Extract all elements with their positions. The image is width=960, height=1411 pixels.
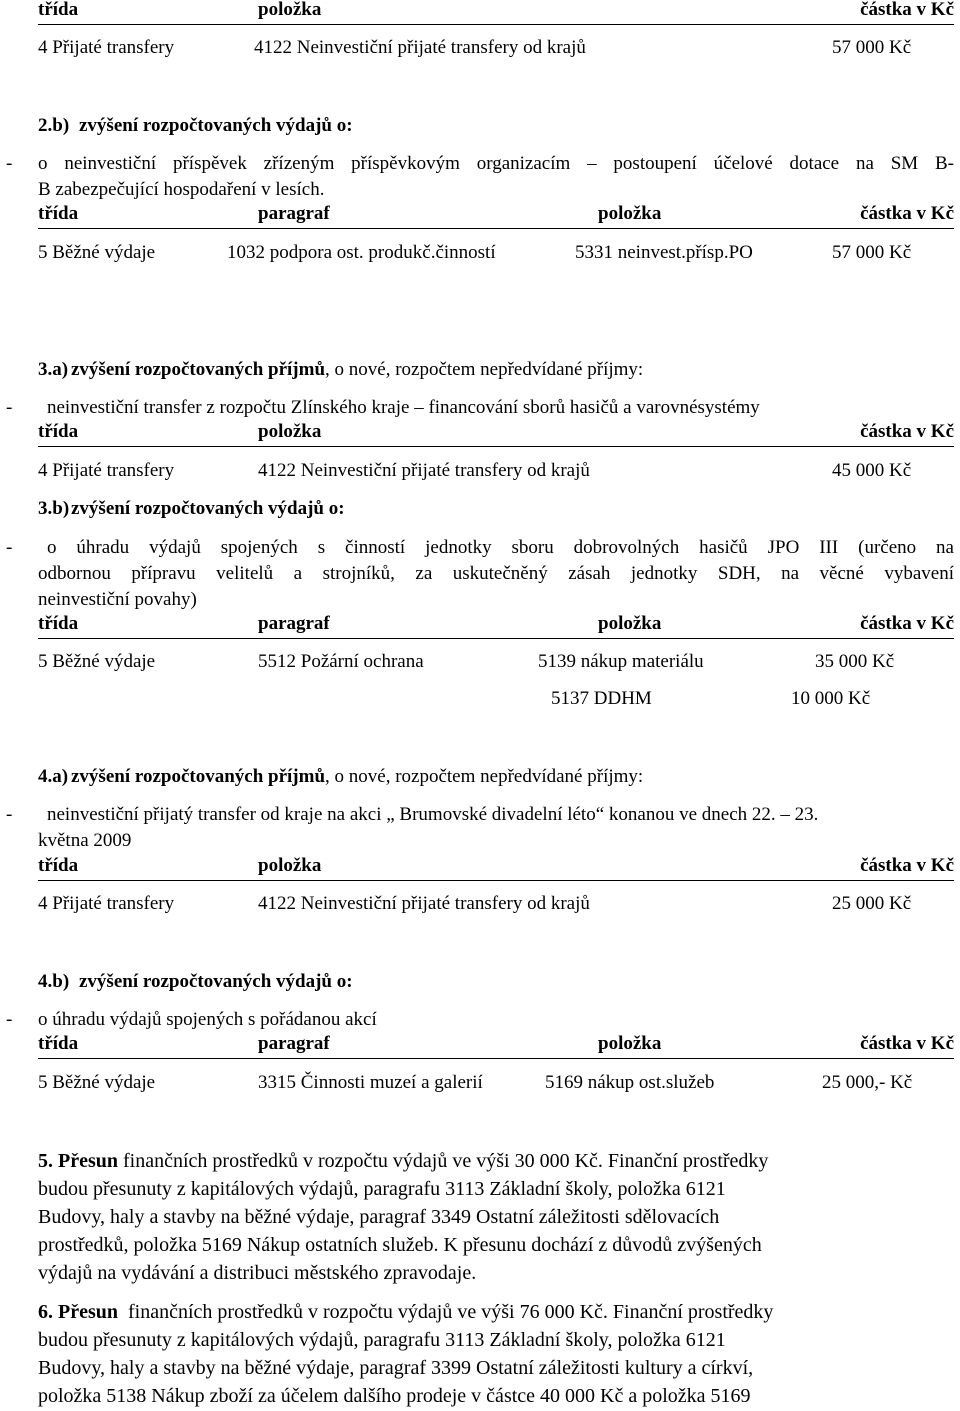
bullet-dash: - bbox=[6, 1009, 13, 1030]
bullet-text: o neinvestiční příspěvek zřízeným příspěvkovým organizacím – postoupení účelové dotace na SM B- bbox=[38, 153, 954, 174]
header-trida: třída bbox=[38, 203, 79, 224]
table-header bbox=[38, 422, 954, 447]
paragraph-line: budou přesunuty z kapitálových výdajů, paragrafu 3113 Základní školy, položka 6121 bbox=[38, 1178, 726, 1200]
paragraph-line: Budovy, haly a stavby na běžné výdaje, paragraf 3349 Ostatní záležitosti sdělovacích bbox=[38, 1206, 720, 1228]
header-castka: částka v Kč bbox=[860, 613, 954, 634]
header-paragraf: paragraf bbox=[258, 1033, 330, 1054]
cell-castka: 57 000 Kč bbox=[832, 37, 912, 58]
section-number: 4.a) bbox=[38, 766, 69, 787]
cell-polozka: 5169 nákup ost.služeb bbox=[545, 1072, 715, 1093]
bullet-text: neinvestiční transfer z rozpočtu Zlínského kraje – financování sborů hasičů a varovnésystémy bbox=[47, 397, 760, 418]
table-header bbox=[38, 204, 954, 229]
cell-castka: 25 000,- Kč bbox=[822, 1072, 913, 1093]
header-polozka: položka bbox=[258, 0, 322, 20]
bullet-dash: - bbox=[6, 153, 13, 174]
bullet-dash: - bbox=[6, 397, 13, 418]
paragraph-number: 6. bbox=[38, 1301, 53, 1323]
section-number: 2.b) bbox=[38, 115, 70, 136]
cell-trida: 4 Přijaté transfery bbox=[38, 37, 175, 58]
header-polozka: položka bbox=[598, 613, 662, 634]
cell-castka: 45 000 Kč bbox=[832, 460, 912, 481]
section-number: 3.b) bbox=[38, 498, 70, 519]
section-number: 3.a) bbox=[38, 359, 69, 380]
header-polozka: položka bbox=[258, 421, 322, 442]
cell-trida: 5 Běžné výdaje bbox=[38, 242, 156, 263]
header-polozka: položka bbox=[598, 203, 662, 224]
section-title-rest: , o nové, rozpočtem nepředvídané příjmy: bbox=[325, 766, 644, 787]
cell-castka: 57 000 Kč bbox=[832, 242, 912, 263]
paragraph-number: 5. bbox=[38, 1150, 53, 1172]
cell-polozka: 4122 Neinvestiční přijaté transfery od krajů bbox=[258, 893, 590, 914]
bullet-text: o úhradu výdajů spojených s pořádanou akcí bbox=[38, 1009, 377, 1030]
header-paragraf: paragraf bbox=[258, 203, 330, 224]
header-trida: třída bbox=[38, 0, 79, 20]
cell-paragraf: 3315 Činnosti muzeí a galerií bbox=[258, 1072, 483, 1093]
section-title: zvýšení rozpočtovaných výdajů o: bbox=[71, 498, 345, 519]
section-title-bold: zvýšení rozpočtovaných příjmů bbox=[71, 359, 326, 380]
header-polozka: položka bbox=[598, 1033, 662, 1054]
cell-trida: 5 Běžné výdaje bbox=[38, 651, 156, 672]
bullet-text: odbornou přípravu velitelů a strojníků, za uskutečněný zásah jednotky SDH, na věcné vybavení bbox=[38, 563, 954, 584]
section-title-bold: zvýšení rozpočtovaných příjmů bbox=[71, 766, 326, 787]
bullet-dash: - bbox=[6, 804, 13, 825]
paragraph-line: budou přesunuty z kapitálových výdajů, paragrafu 3113 Základní školy, položka 6121 bbox=[38, 1329, 726, 1351]
header-trida: třída bbox=[38, 421, 79, 442]
cell-polozka: 4122 Neinvestiční přijaté transfery od krajů bbox=[258, 460, 590, 481]
paragraph-line: 6. Přesun finančních prostředků v rozpočtu výdajů ve výši 76 000 Kč. Finanční prostředky bbox=[38, 1301, 774, 1323]
section-title bbox=[71, 767, 643, 786]
paragraph-line: prostředků, položka 5169 Nákup ostatních služeb. K přesunu dochází z důvodů zvýšených bbox=[38, 1234, 762, 1256]
cell-castka: 25 000 Kč bbox=[832, 893, 912, 914]
bullet-text: neinvestiční přijatý transfer od kraje na akci „ Brumovské divadelní léto“ konanou ve dnech 22. – 23. bbox=[47, 804, 819, 825]
table-header bbox=[38, 1034, 954, 1059]
cell-polozka: 4122 Neinvestiční přijaté transfery od krajů bbox=[254, 37, 586, 58]
cell-paragraf: 5512 Požární ochrana bbox=[258, 651, 424, 672]
bullet-dash: - bbox=[6, 537, 13, 558]
cell-castka: 35 000 Kč bbox=[815, 651, 895, 672]
section-title: zvýšení rozpočtovaných výdajů o: bbox=[79, 971, 353, 992]
paragraph-bold: Přesun bbox=[58, 1150, 118, 1172]
header-polozka: položka bbox=[258, 855, 322, 876]
header-castka: částka v Kč bbox=[860, 421, 954, 442]
bullet-text: neinvestiční povahy) bbox=[38, 589, 197, 610]
header-castka: částka v Kč bbox=[860, 0, 954, 20]
cell-polozka: 5331 neinvest.přísp.PO bbox=[575, 242, 753, 263]
header-trida: třída bbox=[38, 855, 79, 876]
header-trida: třída bbox=[38, 613, 79, 634]
paragraph-bold: Přesun bbox=[58, 1301, 118, 1323]
paragraph-line: položka 5138 Nákup zboží za účelem dalšího prodeje v částce 40 000 Kč a položka 5169 bbox=[38, 1385, 751, 1407]
table-header bbox=[38, 856, 954, 881]
bullet-text: o úhradu výdajů spojených s činností jednotky sboru dobrovolných hasičů JPO III (určeno na bbox=[47, 537, 954, 558]
table-header bbox=[38, 614, 954, 639]
section-title-rest: , o nové, rozpočtem nepředvídané příjmy: bbox=[325, 359, 644, 380]
cell-polozka: 5139 nákup materiálu bbox=[538, 651, 704, 672]
table-header bbox=[38, 0, 954, 25]
header-castka: částka v Kč bbox=[860, 1033, 954, 1054]
header-castka: částka v Kč bbox=[860, 855, 954, 876]
bullet-text: B zabezpečující hospodaření v lesích. bbox=[38, 179, 325, 200]
bullet-text: května 2009 bbox=[38, 830, 132, 851]
cell-trida: 4 Přijaté transfery bbox=[38, 460, 175, 481]
section-number: 4.b) bbox=[38, 971, 70, 992]
cell-castka: 10 000 Kč bbox=[791, 688, 871, 709]
section-title: zvýšení rozpočtovaných výdajů o: bbox=[79, 115, 353, 136]
header-paragraf: paragraf bbox=[258, 613, 330, 634]
paragraph-line: Budovy, haly a stavby na běžné výdaje, paragraf 3399 Ostatní záležitosti kultury a církví, bbox=[38, 1357, 754, 1379]
section-title bbox=[71, 360, 643, 379]
header-castka: částka v Kč bbox=[860, 203, 954, 224]
paragraph-line: 5. Přesun finančních prostředků v rozpočtu výdajů ve výši 30 000 Kč. Finanční prostředky bbox=[38, 1150, 769, 1172]
cell-polozka: 5137 DDHM bbox=[551, 688, 652, 709]
cell-trida: 5 Běžné výdaje bbox=[38, 1072, 156, 1093]
paragraph-line: výdajů na vydávání a distribuci městského zpravodaje. bbox=[38, 1262, 477, 1284]
header-trida: třída bbox=[38, 1033, 79, 1054]
cell-trida: 4 Přijaté transfery bbox=[38, 893, 175, 914]
cell-paragraf: 1032 podpora ost. produkč.činností bbox=[227, 242, 496, 263]
